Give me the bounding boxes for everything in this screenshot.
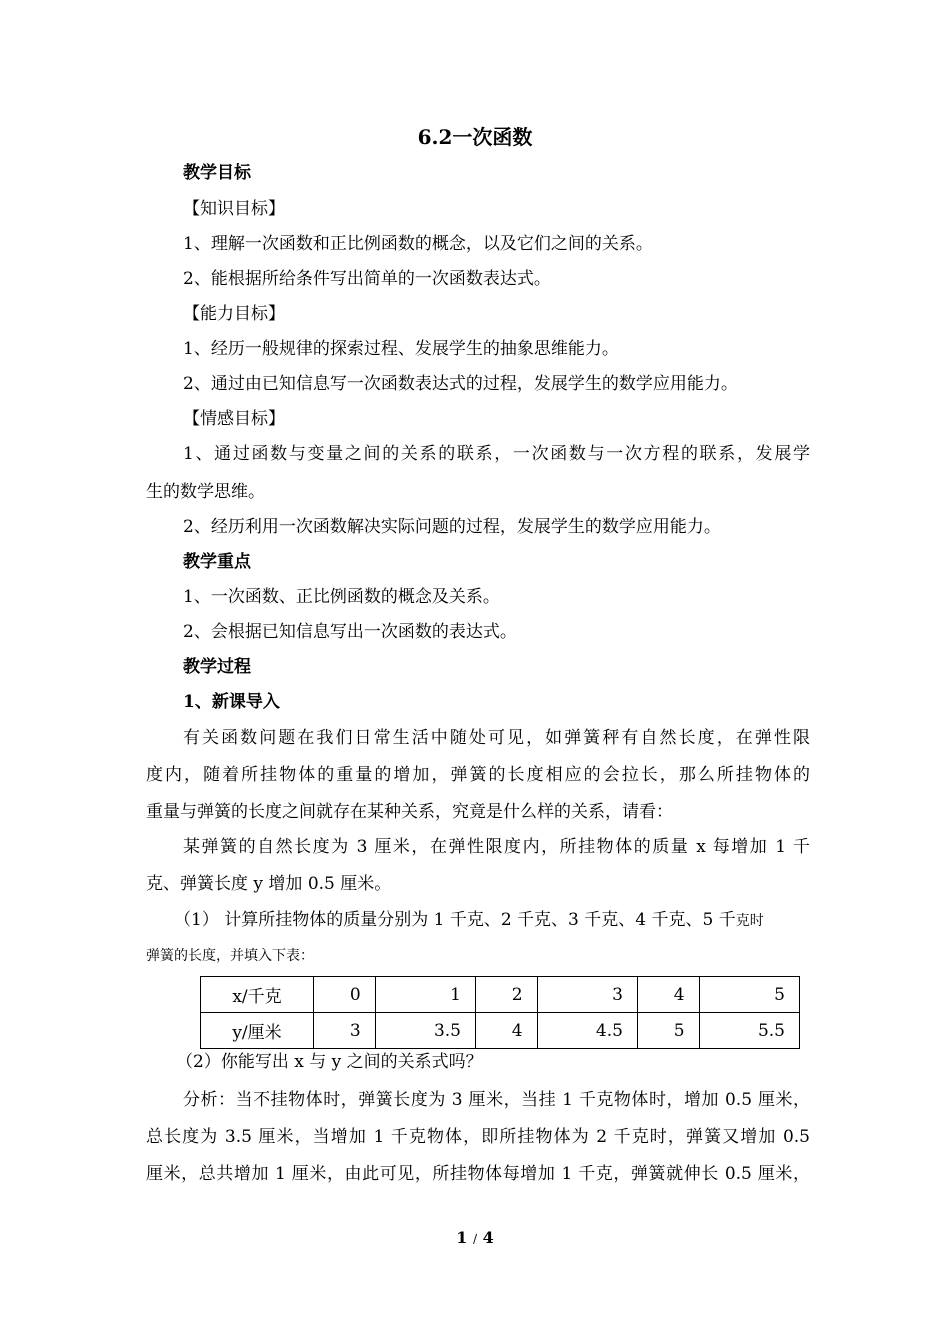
table-cell: 5 bbox=[637, 1013, 699, 1049]
table-cell: 4 bbox=[475, 1013, 537, 1049]
intro-line-2: 度内，随着所挂物体的重量的增加，弹簧的长度相应的会拉长，那么所挂物体的 bbox=[146, 765, 810, 785]
table-row-x bbox=[201, 977, 800, 1013]
data-table bbox=[200, 976, 800, 1049]
key-point-2: 2、会根据已知信息写出一次函数的表达式。 bbox=[183, 622, 517, 642]
table-cell: 4.5 bbox=[537, 1013, 637, 1049]
table-cell: 5 bbox=[699, 977, 799, 1013]
knowledge-item-2: 2、能根据所给条件写出简单的一次函数表达式。 bbox=[183, 269, 551, 289]
page-number bbox=[0, 1228, 950, 1247]
table-cell: 3 bbox=[537, 977, 637, 1013]
page-title: 6.2一次函数 bbox=[417, 125, 533, 149]
intro-line-1: 有关函数问题在我们日常生活中随处可见，如弹簧秤有自然长度，在弹性限 bbox=[183, 728, 810, 748]
table-cell: 5.5 bbox=[699, 1013, 799, 1049]
analysis-line-2: 总长度为 3.5 厘米，当增加 1 千克物体，即所挂物体为 2 千克时，弹簧又增加 0.5 bbox=[146, 1127, 810, 1147]
heading-objectives: 教学目标 bbox=[183, 163, 251, 183]
spring-line-2: 克、弹簧长度 y 增加 0.5 厘米。 bbox=[146, 874, 392, 894]
table-cell: 2 bbox=[475, 977, 537, 1013]
analysis-line-3: 厘米，总共增加 1 厘米，由此可见，所挂物体每增加 1 千克，弹簧就伸长 0.5 厘米， bbox=[146, 1164, 810, 1184]
spring-line-1: 某弹簧的自然长度为 3 厘米，在弹性限度内，所挂物体的质量 x 每增加 1 千 bbox=[183, 837, 810, 857]
ability-item-2: 2、通过由已知信息写一次函数表达式的过程，发展学生的数学应用能力。 bbox=[183, 374, 738, 394]
question-1-tail: 克时 bbox=[735, 913, 764, 929]
page-total: 4 bbox=[482, 1228, 494, 1247]
emotion-item-1: 1、通过函数与变量之间的关系的联系，一次函数与一次方程的联系，发展学 bbox=[183, 444, 810, 464]
ability-heading: 【能力目标】 bbox=[183, 304, 285, 324]
analysis-line-1: 分析：当不挂物体时，弹簧长度为 3 厘米，当挂 1 千克物体时，增加 0.5 厘米， bbox=[183, 1090, 810, 1110]
step-1-heading: 1、新课导入 bbox=[183, 692, 280, 712]
row-label-y: y/厘米 bbox=[201, 1013, 314, 1049]
table-row-y bbox=[201, 1013, 800, 1049]
emotion-item-1-cont: 生的数学思维。 bbox=[146, 482, 265, 502]
table-cell: 4 bbox=[637, 977, 699, 1013]
question-1 bbox=[146, 907, 810, 934]
page-separator: / bbox=[472, 1232, 478, 1246]
emotion-heading: 【情感目标】 bbox=[183, 409, 285, 429]
heading-process: 教学过程 bbox=[183, 657, 251, 677]
question-1-cont: 弹簧的长度，并填入下表： bbox=[146, 948, 314, 964]
row-label-x: x/千克 bbox=[201, 977, 314, 1013]
ability-item-1: 1、经历一般规律的探索过程、发展学生的抽象思维能力。 bbox=[183, 339, 619, 359]
key-point-1: 1、一次函数、正比例函数的概念及关系。 bbox=[183, 587, 500, 607]
intro-line-3: 重量与弹簧的长度之间就存在某种关系，究竟是什么样的关系，请看： bbox=[146, 802, 673, 822]
knowledge-item-1: 1、理解一次函数和正比例函数的概念，以及它们之间的关系。 bbox=[183, 234, 653, 254]
table-cell: 1 bbox=[375, 977, 475, 1013]
table-cell: 3 bbox=[314, 1013, 376, 1049]
question-1-text: （1） 计算所挂物体的质量分别为 1 千克、2 千克、3 千克、4 千克、5 千 bbox=[174, 910, 736, 930]
table-cell: 0 bbox=[314, 977, 376, 1013]
heading-key-points: 教学重点 bbox=[183, 552, 251, 572]
question-2: （2）你能写出 x 与 y 之间的关系式吗？ bbox=[176, 1052, 483, 1072]
knowledge-heading: 【知识目标】 bbox=[183, 199, 285, 219]
table-cell: 3.5 bbox=[375, 1013, 475, 1049]
emotion-item-2: 2、经历利用一次函数解决实际问题的过程，发展学生的数学应用能力。 bbox=[183, 517, 721, 537]
page-current: 1 bbox=[456, 1228, 468, 1247]
